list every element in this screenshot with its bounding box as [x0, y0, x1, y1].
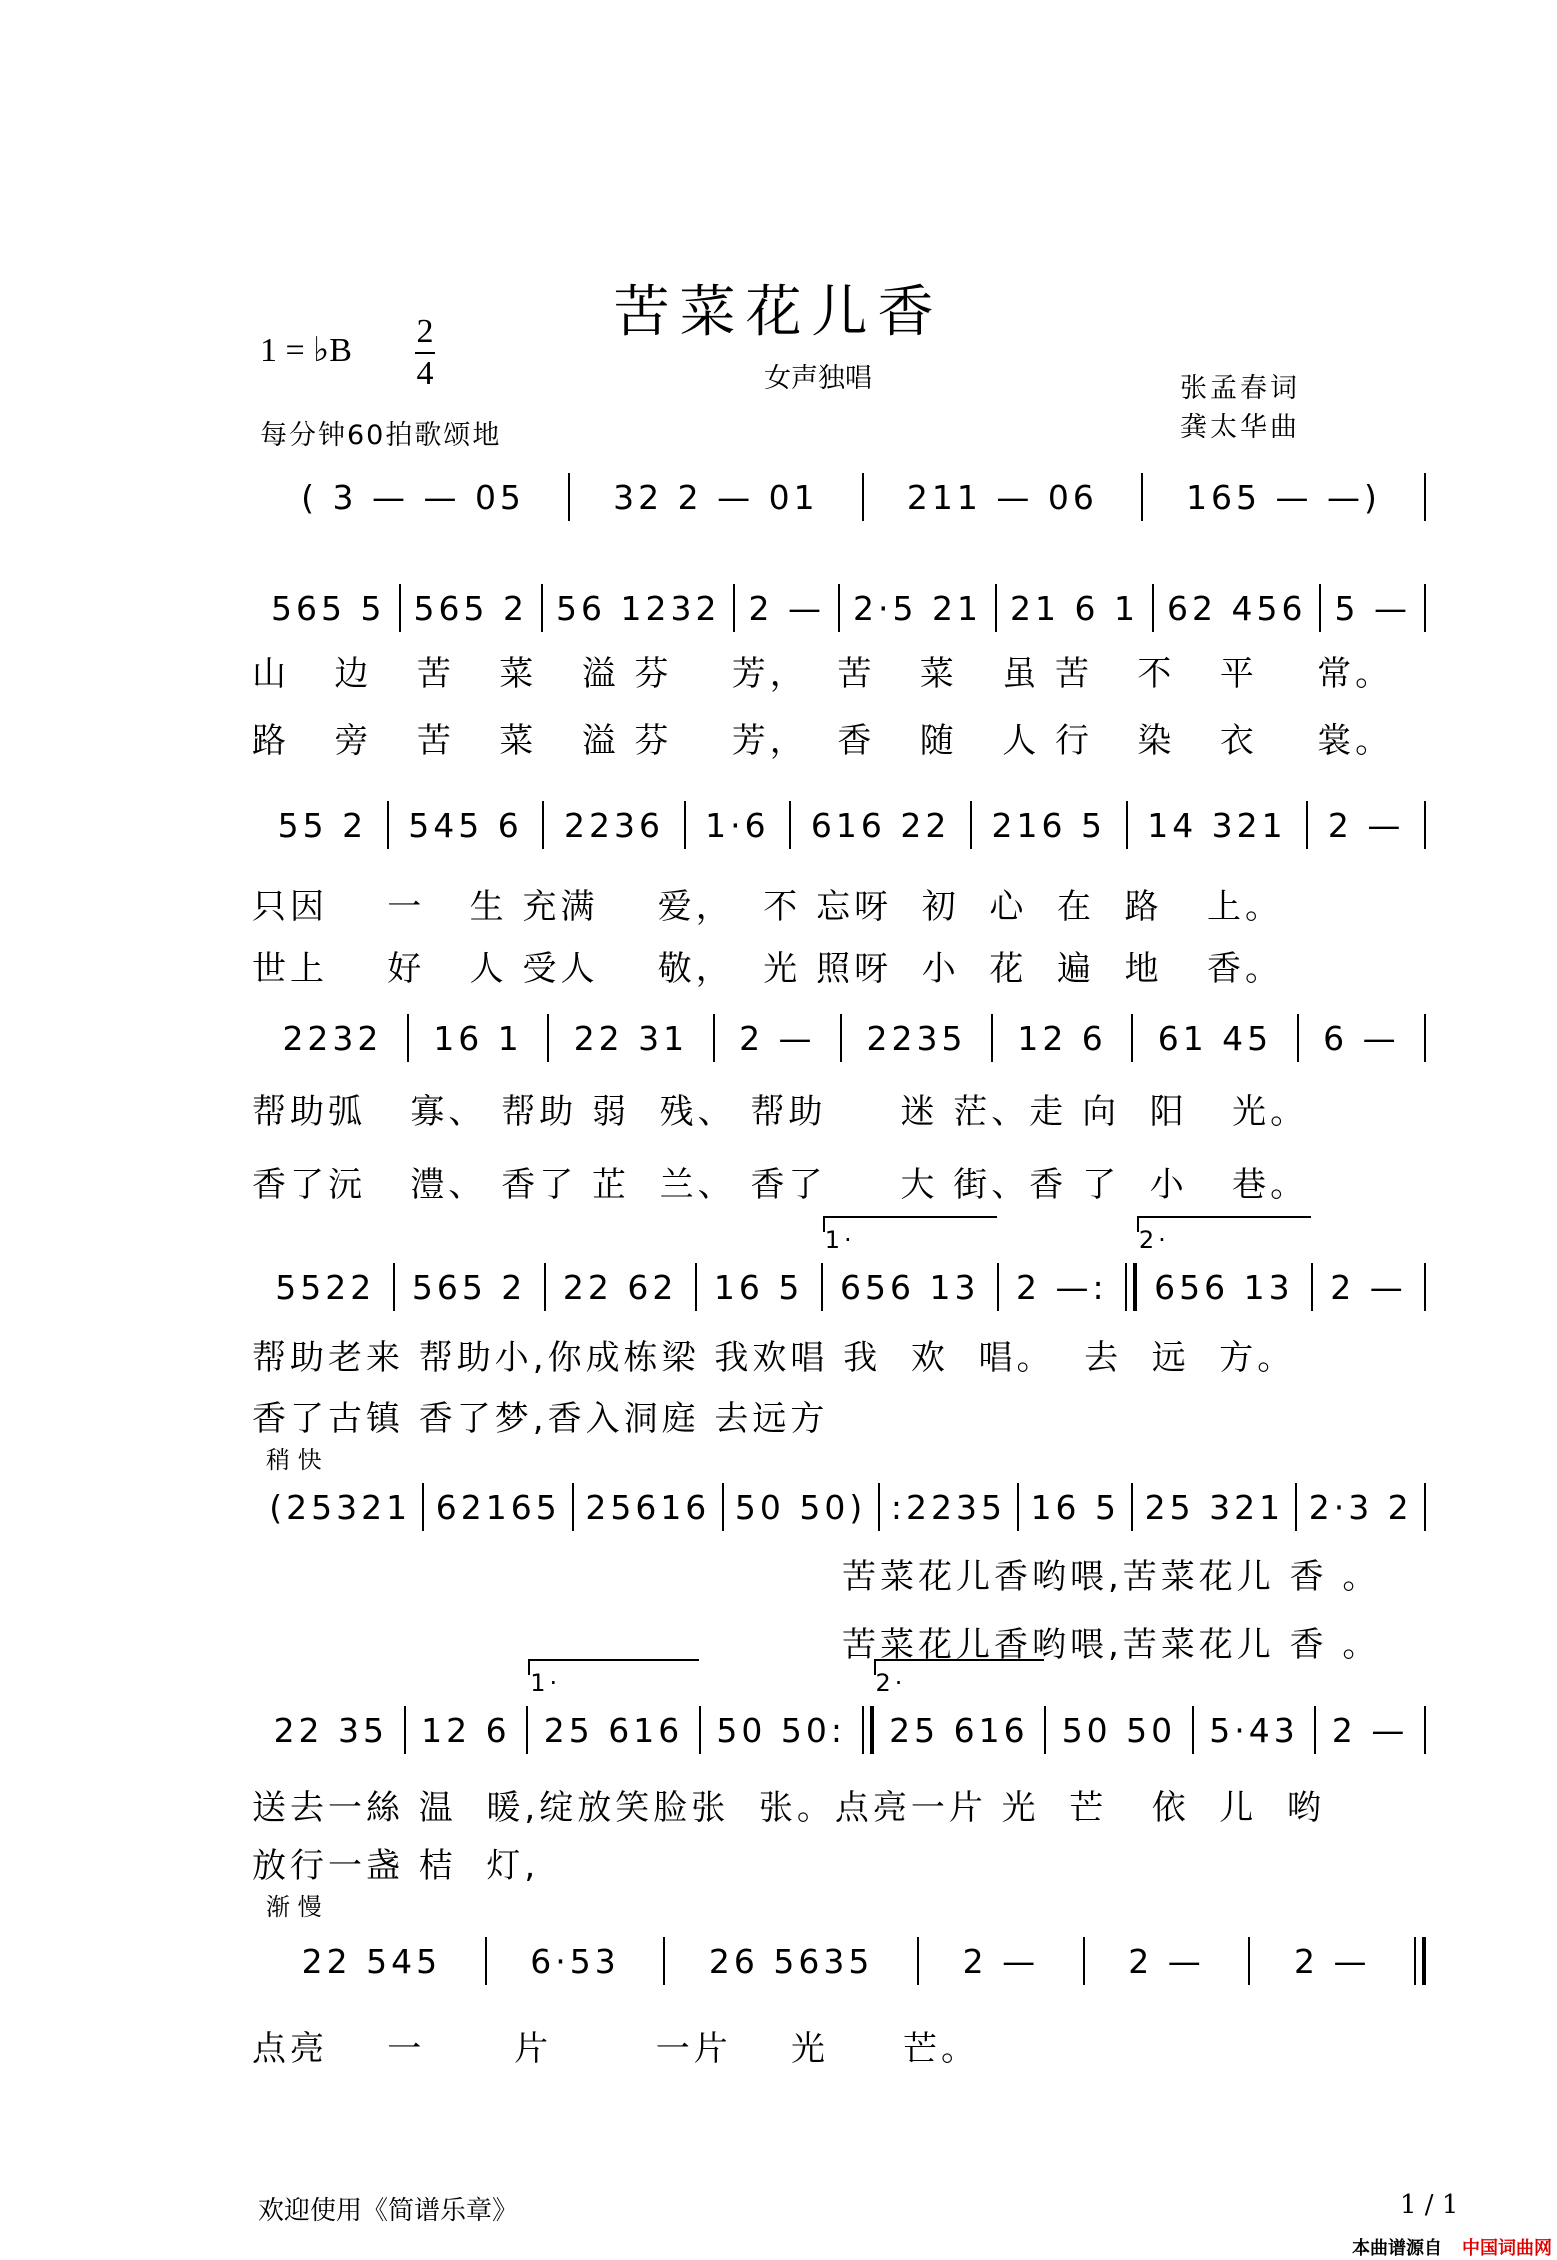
tempo-change-marking: 渐 慢 [266, 1893, 322, 1921]
measure-notes: 2 — [1331, 1710, 1409, 1750]
measure-notes: ( 3 — — 05 [301, 477, 525, 517]
barline [1414, 1937, 1426, 1985]
measure-notes: 5 — [1334, 588, 1411, 628]
measure [424, 1488, 572, 1527]
measure-notes: 62 456 [1166, 588, 1307, 628]
measure [574, 1488, 722, 1527]
measure-notes: 50 50: [716, 1710, 846, 1750]
fraction-bar [415, 352, 435, 354]
measure-notes: 22 35 [273, 1710, 389, 1750]
measure [993, 1019, 1131, 1058]
measure-notes: :2235 [890, 1487, 1006, 1527]
lyrics-line: 香了沅 澧、 香了 芷 兰、 香了 大 街、香 了 小 巷。 [252, 1165, 1309, 1205]
song-title: 苦菜花儿香 [613, 280, 944, 345]
notation-row [258, 1482, 1426, 1532]
measure [1133, 1488, 1295, 1527]
lyrics-line: 放行一盏 桔 灯, [252, 1846, 540, 1886]
measure-notes: 565 5 [271, 588, 386, 628]
time-bottom: 4 [416, 355, 434, 392]
lyrics-line: 世上 好 人 受人 敬， 光 照呀 小 花 遍 地 香。 [252, 949, 1283, 989]
measure [880, 1488, 1018, 1527]
notation-row [258, 583, 1426, 633]
measure-notes: 12 6 [421, 1710, 511, 1750]
measure-notes: 656 13 [1154, 1267, 1294, 1307]
measure-notes: 25 616 [543, 1710, 684, 1750]
measure [395, 1268, 544, 1307]
measure-notes: 16 1 [433, 1018, 523, 1058]
volta-label: 2· [875, 1668, 907, 1697]
measure [258, 806, 387, 845]
measure-notes: 16 5 [713, 1267, 804, 1307]
measure [406, 1711, 527, 1750]
time-top: 2 [416, 313, 434, 350]
measure [1019, 1488, 1131, 1527]
tempo-change-marking: 稍 快 [266, 1446, 322, 1474]
lyrics-line: 苦菜花儿香哟喂,苦菜花儿 香 。 [842, 1557, 1381, 1597]
lyrics-line: 点亮 一 片 一片 光 芒。 [252, 2029, 979, 2069]
measure [840, 589, 995, 628]
tempo-marking: 每分钟60拍歌颂地 [260, 420, 502, 451]
measure [1299, 1019, 1424, 1058]
measure [1143, 478, 1424, 517]
measure [549, 1019, 712, 1058]
measure-notes: 22 62 [562, 1267, 678, 1307]
measure-notes: 565 2 [413, 588, 528, 628]
measure [1137, 1225, 1311, 1307]
measure [999, 1268, 1125, 1307]
measure [686, 806, 790, 845]
lyrics-line: 只因 一 生 充满 爱， 不 忘呀 初 心 在 路 上。 [252, 887, 1283, 927]
measure [546, 1268, 695, 1307]
measure [697, 1268, 821, 1307]
measure-notes: 6·53 [530, 1941, 620, 1981]
measure-notes: 2 — [739, 1018, 816, 1058]
measure-notes: 25 616 [889, 1710, 1029, 1750]
measure [735, 589, 838, 628]
measure-notes: 5·43 [1209, 1710, 1299, 1750]
measure-notes: 2·5 21 [853, 588, 982, 628]
measure [1250, 1942, 1414, 1981]
measure-notes: 616 22 [810, 805, 951, 845]
measure [1297, 1488, 1424, 1527]
barline [1424, 1706, 1426, 1754]
notation-row [258, 1225, 1426, 1312]
key-signature: 1 = ♭B [260, 332, 352, 369]
measure [389, 806, 543, 845]
measure [823, 1225, 997, 1307]
barline [1424, 1483, 1426, 1531]
measure [258, 1268, 393, 1307]
measure [972, 806, 1126, 845]
measure-notes: 26 5635 [708, 1941, 874, 1981]
notation-row [258, 1668, 1426, 1755]
measure [724, 1488, 878, 1527]
measure-notes: 2235 [866, 1018, 967, 1058]
barline [1125, 1263, 1137, 1311]
measure [1085, 1942, 1249, 1981]
measure-notes: 2 — [1293, 1941, 1371, 1981]
measure [258, 1488, 422, 1527]
volta-label: 2· [1138, 1225, 1170, 1254]
measure [1194, 1711, 1315, 1750]
volta-label: 1· [530, 1668, 562, 1697]
measure-notes: 12 6 [1017, 1018, 1107, 1058]
measure-notes: 50 50) [734, 1487, 867, 1527]
measure [487, 1942, 664, 1981]
measure-notes: 6 — [1323, 1018, 1400, 1058]
measure-notes: 61 45 [1157, 1018, 1273, 1058]
measure-notes: 5522 [275, 1267, 376, 1307]
measure [258, 478, 568, 517]
measure-notes: 545 6 [408, 805, 523, 845]
measure-notes: 32 2 — 01 [613, 477, 819, 517]
measure-notes: 2·3 2 [1308, 1487, 1413, 1527]
measure-notes: 2 —: [1016, 1267, 1108, 1307]
lyricist: 张孟春词 [1180, 373, 1300, 404]
measure-notes: 165 — —) [1186, 477, 1381, 517]
measure-notes: 22 31 [573, 1018, 689, 1058]
measure [842, 1019, 991, 1058]
measure-notes: 2236 [563, 805, 664, 845]
measure [1154, 589, 1319, 628]
measure [1308, 806, 1424, 845]
measure [1133, 1019, 1296, 1058]
measure [1316, 1711, 1424, 1750]
measure-notes: 56 1232 [556, 588, 721, 628]
measure-notes: 21 6 1 [1009, 588, 1139, 628]
measure-notes: 2232 [282, 1018, 383, 1058]
measure-notes: 2 — [1330, 1267, 1407, 1307]
measure-notes: 2 — [962, 1941, 1040, 1981]
measure-notes: 25616 [585, 1487, 711, 1527]
lyrics-line: 帮助弧 寡、 帮助 弱 残、 帮助 迷 茫、走 向 阳 光。 [252, 1092, 1309, 1132]
measure [791, 806, 970, 845]
measure [997, 589, 1152, 628]
lyrics-line: 帮助老来 帮助小,你成栋梁 我欢唱 我 欢 唱。 去 远 方。 [252, 1338, 1296, 1378]
measure [919, 1942, 1083, 1981]
lyrics-line: 送去一絲 温 暖,绽放笑脸张 张。点亮一片 光 芒 依 儿 哟 [252, 1788, 1325, 1828]
lyrics-line: 路 旁 苦 菜 溢 芬 芳， 香 随 人 行 染 衣 裳。 [252, 721, 1394, 761]
measure [544, 806, 683, 845]
lyrics-line: 山 边 苦 菜 溢 芬 芳， 苦 菜 虽 苦 不 平 常。 [252, 654, 1394, 694]
barline [1424, 584, 1426, 632]
measure [864, 478, 1141, 517]
barline [1424, 801, 1426, 849]
source-label: 本曲谱源自 [1352, 2238, 1442, 2259]
notation-row [258, 800, 1426, 850]
page-number: 1 / 1 [1400, 2190, 1459, 2220]
measure-notes: 1·6 [705, 805, 770, 845]
measure [570, 478, 862, 517]
measure-notes: 565 2 [411, 1267, 527, 1307]
measure-notes: 2 — [748, 588, 825, 628]
measure-notes: 25 321 [1144, 1487, 1285, 1527]
lyrics-line: 苦菜花儿香哟喂,苦菜花儿 香 。 [842, 1625, 1381, 1665]
barline [862, 1706, 874, 1754]
source-link[interactable]: 中国词曲网 [1462, 2238, 1552, 2259]
measure [258, 589, 399, 628]
measure [258, 1019, 407, 1058]
measure-notes: 50 50 [1061, 1710, 1177, 1750]
composer: 龚太华曲 [1180, 412, 1300, 443]
notation-row [258, 472, 1426, 522]
notation-row [258, 1936, 1426, 1986]
measure [401, 589, 542, 628]
volta-label: 1· [824, 1225, 856, 1254]
notation-row [258, 1013, 1426, 1063]
measure-notes: 2 — [1327, 805, 1405, 845]
measure [1046, 1711, 1192, 1750]
measure-notes: 656 13 [839, 1267, 980, 1307]
measure [874, 1668, 1045, 1750]
measure-notes: 55 2 [277, 805, 368, 845]
measure-notes: 62165 [435, 1487, 561, 1527]
lyrics-line: 香了古镇 香了梦,香入洞庭 去远方 [252, 1399, 829, 1439]
barline [1424, 1014, 1426, 1062]
barline [1424, 473, 1426, 521]
measure-notes: 2 — [1128, 1941, 1205, 1981]
barline [1424, 1263, 1426, 1311]
measure [258, 1711, 404, 1750]
measure-notes: 216 5 [991, 805, 1106, 845]
measure [409, 1019, 547, 1058]
measure [715, 1019, 840, 1058]
measure [1128, 806, 1307, 845]
measure [701, 1711, 862, 1750]
measure-notes: 211 — 06 [906, 477, 1098, 517]
measure [665, 1942, 917, 1981]
measure-notes: 14 321 [1147, 805, 1287, 845]
measure [1313, 1268, 1424, 1307]
measure-notes: (25321 [269, 1487, 412, 1527]
performance-type: 女声独唱 [764, 363, 872, 394]
measure-notes: 16 5 [1030, 1487, 1121, 1527]
measure-notes: 22 545 [301, 1941, 442, 1981]
measure [528, 1668, 699, 1750]
footer-welcome: 欢迎使用《简谱乐章》 [258, 2196, 519, 2226]
measure [258, 1942, 485, 1981]
measure [1321, 589, 1424, 628]
time-signature [415, 312, 435, 394]
measure [543, 589, 733, 628]
